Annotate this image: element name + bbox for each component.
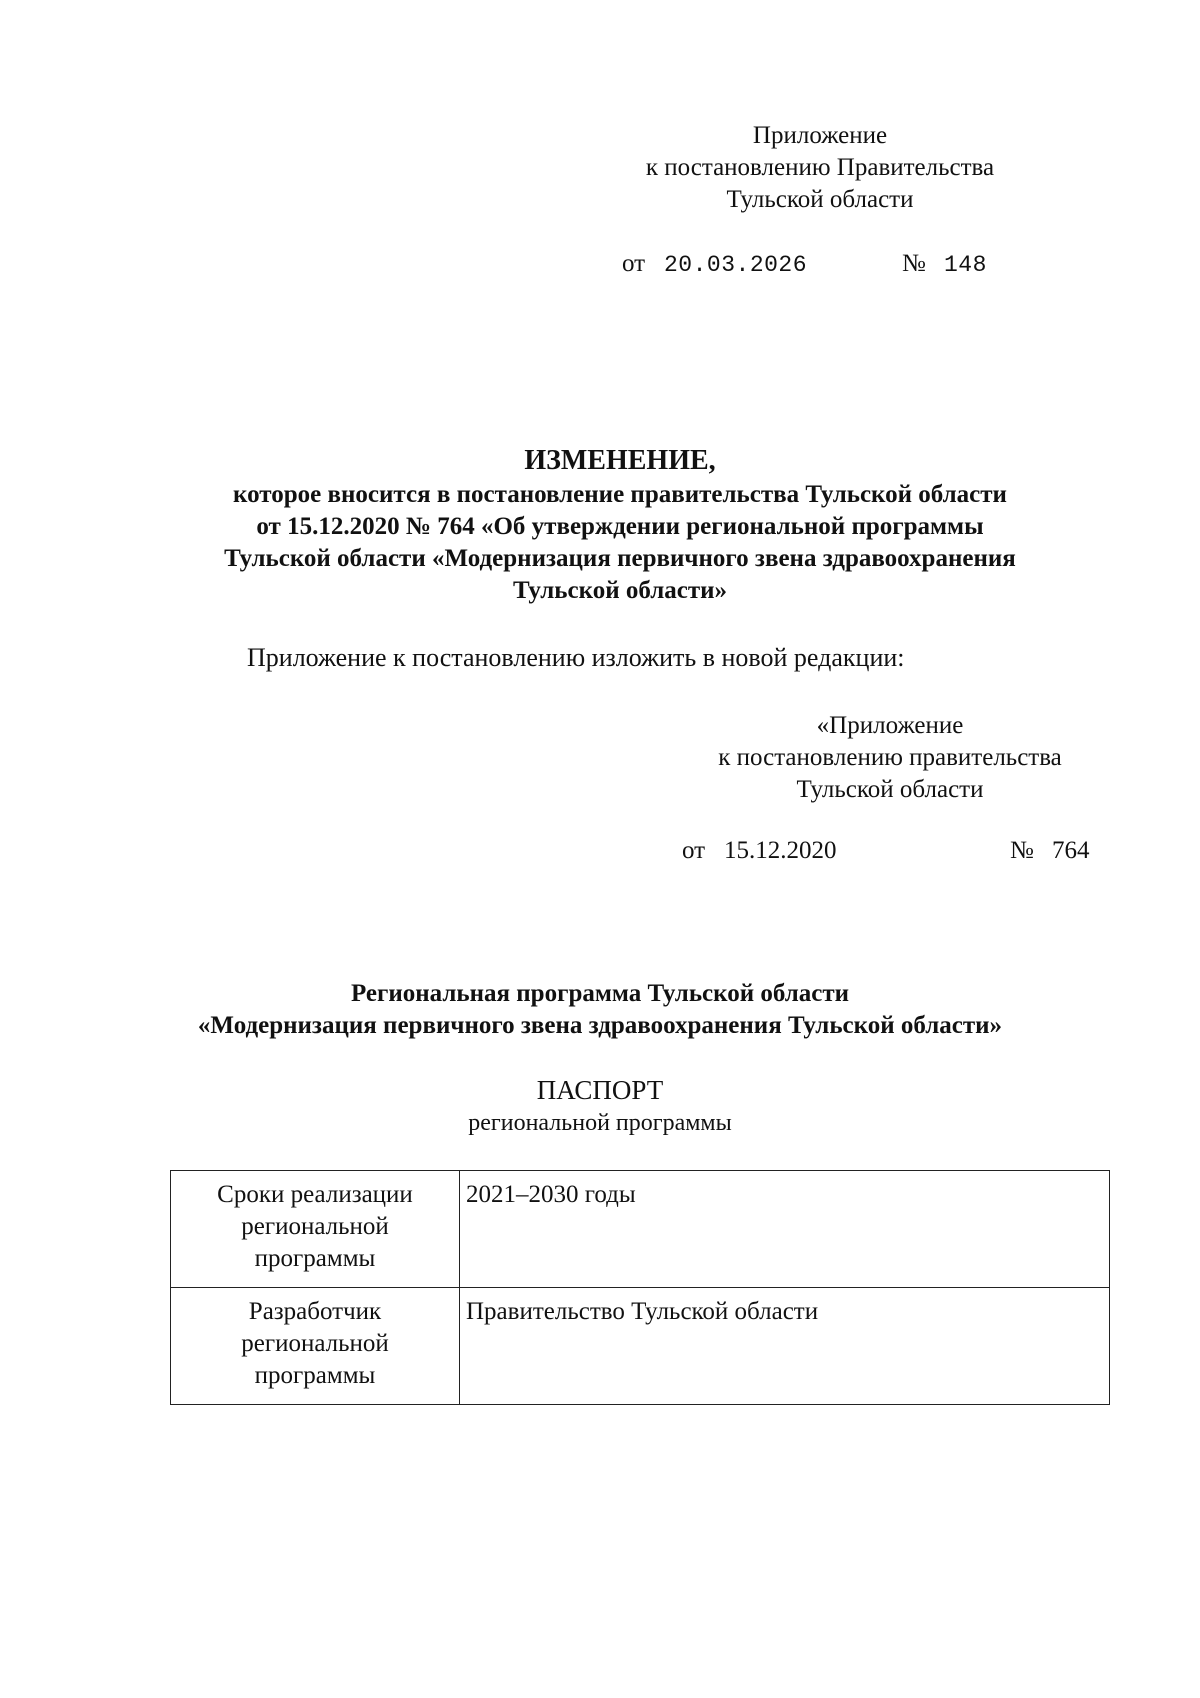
quoted-approval-line: «Приложение	[816, 712, 964, 739]
title-heading: ИЗМЕНЕНИЕ,	[524, 445, 716, 476]
approval-line: к постановлению Правительства	[645, 154, 995, 181]
quoted-number: 764	[1052, 837, 1090, 864]
title-line: Тульской области»	[512, 577, 728, 604]
approval-from-label: от	[622, 250, 646, 277]
quoted-date: 15.12.2020	[724, 837, 837, 864]
quoted-approval-block	[660, 710, 1120, 806]
label-line: программы	[254, 1245, 376, 1272]
passport-table	[170, 1170, 1110, 1405]
quoted-approval-line: к постановлению правительства	[718, 744, 1062, 771]
label-line: региональной	[241, 1213, 389, 1240]
approval-number-label: №	[902, 250, 926, 277]
passport-heading: ПАСПОРТ	[536, 1075, 664, 1105]
title-line: Тульской области «Модернизация первичного звена здравоохранения	[224, 545, 1016, 572]
program-title	[100, 978, 1100, 1042]
quoted-number-label: №	[1010, 837, 1034, 864]
label-line: Сроки реализации	[217, 1181, 413, 1208]
table-value-cell: 2021–2030 годы	[460, 1171, 1110, 1288]
passport-heading-block	[100, 1073, 1100, 1139]
title-line: от 15.12.2020 № 764 «Об утверждении региональной программы	[256, 513, 984, 540]
instruction-paragraph: Приложение к постановлению изложить в новой редакции:	[247, 643, 905, 672]
title-line: которое вносится в постановление правительства Тульской области	[233, 481, 1007, 508]
label-line: региональной	[241, 1330, 389, 1357]
quoted-approval-date-row	[682, 837, 1102, 871]
approval-number: 148	[944, 252, 987, 278]
document-title	[120, 443, 1120, 607]
approval-date: 20.03.2026	[664, 252, 808, 278]
table-row	[171, 1171, 1110, 1288]
passport-subheading: региональной программы	[468, 1110, 732, 1136]
table-label-cell	[171, 1171, 460, 1288]
approval-line: Тульской области	[726, 186, 914, 213]
approval-date-row	[622, 250, 1042, 284]
program-title-line: «Модернизация первичного звена здравоохранения Тульской области»	[197, 1012, 1003, 1039]
table-label-cell	[171, 1288, 460, 1405]
program-title-line: Региональная программа Тульской области	[350, 980, 850, 1007]
quoted-from-label: от	[682, 837, 706, 864]
table-value-cell: Правительство Тульской области	[460, 1288, 1110, 1405]
label-line: Разработчик	[248, 1298, 382, 1325]
table-row	[171, 1288, 1110, 1405]
quoted-approval-line: Тульской области	[796, 776, 984, 803]
approval-block	[600, 120, 1040, 216]
label-line: программы	[254, 1362, 376, 1389]
approval-line: Приложение	[752, 122, 888, 149]
